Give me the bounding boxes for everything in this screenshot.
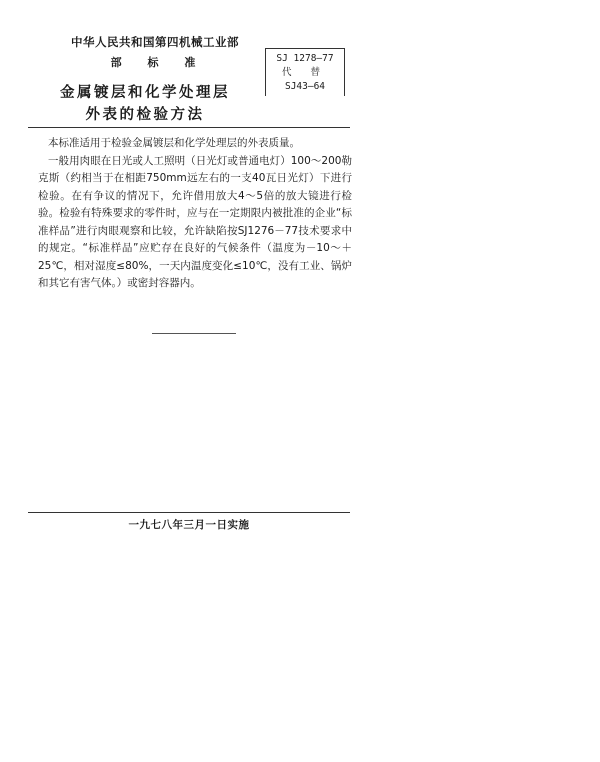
replace-label: 代 替 — [281, 67, 329, 78]
body-text — [38, 135, 352, 293]
end-of-text-line — [152, 333, 236, 334]
paragraph-scope: 本标准适用于检验金属镀层和化学处理层的外表质量。 — [48, 137, 300, 149]
document-title — [40, 82, 250, 126]
title-line-2: 外表的检验方法 — [85, 107, 205, 123]
footer-divider — [28, 512, 350, 513]
standard-code: SJ 1278—77 — [276, 53, 334, 64]
paragraph-method: 一般用肉眼在日光或人工照明（日光灯或普通电灯）100～200勒克斯（约相当于在相距750mm远左右的一支40瓦日光灯）下进行检验。在有争议的情况下，允许借用放大4～5倍的放大镜进行检验。检验有特殊要求的零件时，应与在一定期限内被批准的企业“标准样品”进行肉眼观察和比较，允许缺陷按SJ1276－77技术要求中的规定。“标准样品”应贮存在良好的气候条件（温度为－10～＋25℃，相对湿度≤80%，一天内温度变化≤10℃，没有工业、锅炉和其它有害气体。）或密封容器内。 — [38, 154, 352, 289]
title-line-1: 金属镀层和化学处理层 — [60, 85, 230, 101]
standard-code-box — [265, 48, 345, 96]
header-divider — [28, 127, 350, 128]
replaced-code: SJ43—64 — [284, 81, 326, 92]
issuer-name: 中华人民共和国第四机械工业部 — [71, 35, 239, 49]
standard-category: 部 标 准 — [110, 56, 200, 69]
effective-date: 一九七八年三月一日实施 — [128, 519, 250, 531]
